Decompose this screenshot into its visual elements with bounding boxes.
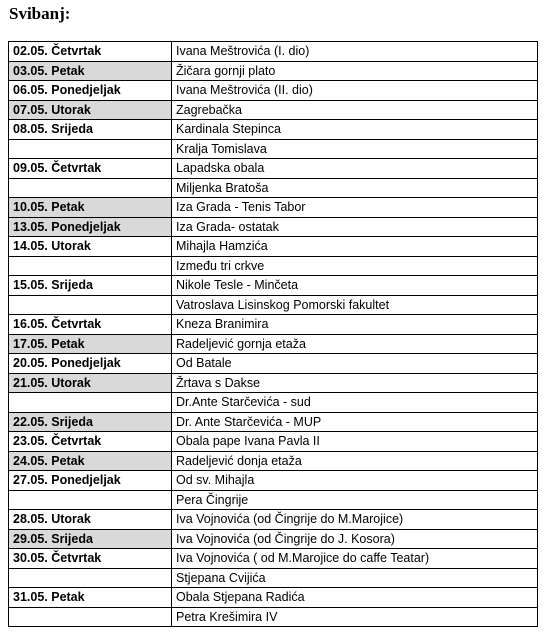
table-row	[9, 588, 538, 608]
location-cell: Žrtava s Dakse	[172, 373, 538, 393]
table-row	[9, 81, 538, 101]
table-row	[9, 568, 538, 588]
location-cell: Nikole Tesle - Minčeta	[172, 276, 538, 296]
date-cell: 06.05. Ponedjeljak	[9, 81, 172, 101]
date-cell: 30.05. Četvrtak	[9, 549, 172, 569]
table-row	[9, 510, 538, 530]
table-row	[9, 607, 538, 627]
table-row	[9, 159, 538, 179]
date-cell	[9, 178, 172, 198]
table-row	[9, 295, 538, 315]
date-cell: 28.05. Utorak	[9, 510, 172, 530]
date-cell: 13.05. Ponedjeljak	[9, 217, 172, 237]
location-cell: Miljenka Bratoša	[172, 178, 538, 198]
location-cell: Dr.Ante Starčevića - sud	[172, 393, 538, 413]
date-cell	[9, 607, 172, 627]
date-cell: 07.05. Utorak	[9, 100, 172, 120]
date-cell	[9, 568, 172, 588]
date-cell	[9, 295, 172, 315]
date-cell: 22.05. Srijeda	[9, 412, 172, 432]
date-cell: 02.05. Četvrtak	[9, 42, 172, 62]
location-cell: Dr. Ante Starčevića - MUP	[172, 412, 538, 432]
location-cell: Od sv. Mihajla	[172, 471, 538, 491]
location-cell: Kardinala Stepinca	[172, 120, 538, 140]
location-cell: Vatroslava Lisinskog Pomorski fakultet	[172, 295, 538, 315]
table-row	[9, 256, 538, 276]
table-row	[9, 490, 538, 510]
table-row	[9, 393, 538, 413]
table-row	[9, 471, 538, 491]
location-cell: Zagrebačka	[172, 100, 538, 120]
table-row	[9, 276, 538, 296]
date-cell: 29.05. Srijeda	[9, 529, 172, 549]
date-cell: 15.05. Srijeda	[9, 276, 172, 296]
date-cell	[9, 490, 172, 510]
location-cell: Radeljević gornja etaža	[172, 334, 538, 354]
schedule-body	[9, 42, 538, 627]
location-cell: Od Batale	[172, 354, 538, 374]
date-cell: 23.05. Četvrtak	[9, 432, 172, 452]
date-cell	[9, 393, 172, 413]
schedule-table	[8, 41, 538, 627]
location-cell: Iva Vojnovića (od Čingrije do J. Kosora)	[172, 529, 538, 549]
table-row	[9, 451, 538, 471]
location-cell: Iva Vojnovića ( od M.Marojice do caffe Teatar)	[172, 549, 538, 569]
date-cell: 31.05. Petak	[9, 588, 172, 608]
location-cell: Iza Grada - Tenis Tabor	[172, 198, 538, 218]
location-cell: Kralja Tomislava	[172, 139, 538, 159]
date-cell: 08.05. Srijeda	[9, 120, 172, 140]
location-cell: Ivana Meštrovića (I. dio)	[172, 42, 538, 62]
table-row	[9, 100, 538, 120]
table-row	[9, 42, 538, 62]
table-row	[9, 178, 538, 198]
table-row	[9, 549, 538, 569]
location-cell: Kneza Branimira	[172, 315, 538, 335]
date-cell: 03.05. Petak	[9, 61, 172, 81]
location-cell: Između tri crkve	[172, 256, 538, 276]
date-cell	[9, 256, 172, 276]
location-cell: Iza Grada- ostatak	[172, 217, 538, 237]
table-row	[9, 354, 538, 374]
date-cell: 16.05. Četvrtak	[9, 315, 172, 335]
date-cell	[9, 139, 172, 159]
date-cell: 17.05. Petak	[9, 334, 172, 354]
table-row	[9, 529, 538, 549]
table-row	[9, 61, 538, 81]
location-cell: Iva Vojnovića (od Čingrije do M.Marojice)	[172, 510, 538, 530]
table-row	[9, 217, 538, 237]
table-row	[9, 315, 538, 335]
date-cell: 10.05. Petak	[9, 198, 172, 218]
date-cell: 09.05. Četvrtak	[9, 159, 172, 179]
date-cell: 14.05. Utorak	[9, 237, 172, 257]
location-cell: Žičara gornji plato	[172, 61, 538, 81]
location-cell: Pera Čingrije	[172, 490, 538, 510]
table-row	[9, 139, 538, 159]
table-row	[9, 334, 538, 354]
table-row	[9, 120, 538, 140]
location-cell: Petra Krešimira IV	[172, 607, 538, 627]
date-cell: 27.05. Ponedjeljak	[9, 471, 172, 491]
location-cell: Obala pape Ivana Pavla II	[172, 432, 538, 452]
table-row	[9, 198, 538, 218]
date-cell: 21.05. Utorak	[9, 373, 172, 393]
page-title: Svibanj:	[9, 4, 71, 23]
date-cell: 20.05. Ponedjeljak	[9, 354, 172, 374]
location-cell: Stjepana Cvijića	[172, 568, 538, 588]
table-row	[9, 373, 538, 393]
date-cell: 24.05. Petak	[9, 451, 172, 471]
table-row	[9, 412, 538, 432]
location-cell: Lapadska obala	[172, 159, 538, 179]
table-row	[9, 432, 538, 452]
table-row	[9, 237, 538, 257]
location-cell: Mihajla Hamzića	[172, 237, 538, 257]
location-cell: Ivana Meštrovića (II. dio)	[172, 81, 538, 101]
location-cell: Radeljević donja etaža	[172, 451, 538, 471]
location-cell: Obala Stjepana Radića	[172, 588, 538, 608]
